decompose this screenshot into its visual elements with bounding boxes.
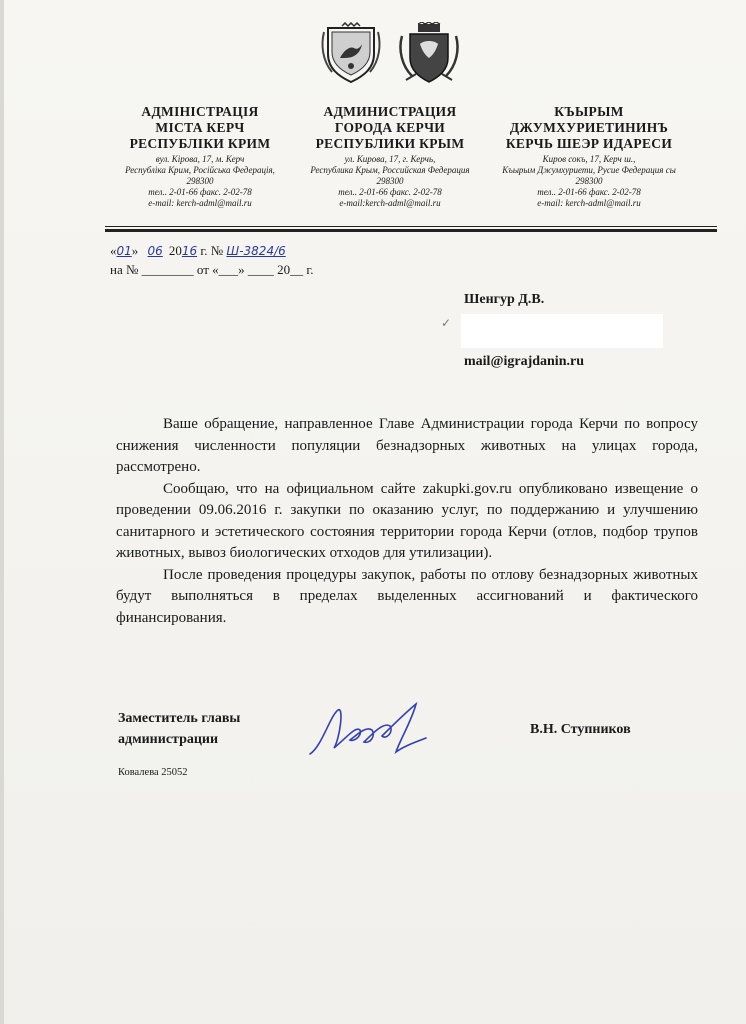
addressee-email: mail@igrajdanin.ru (464, 354, 584, 369)
ref-year-prefix: 20 (168, 243, 182, 258)
ref-open-quote: « (110, 243, 117, 258)
addressee-name: Шенгур Д.В. (464, 292, 545, 307)
signatory-title-line-1: Заместитель главы (118, 711, 241, 726)
ref-year-suffix: 16 (181, 244, 198, 258)
header-ct-title-line-3: КЕРЧЬ ШЕЭР ИДАРЕСИ (505, 136, 673, 151)
kerch-city-coat-of-arms-icon (396, 22, 462, 86)
header-ct-address-2: Къырым Джумхуриети, Русие Федерация сы (502, 165, 676, 175)
ref-month: 06 (147, 244, 163, 258)
body-paragraph-3: После проведения процедуры закупок, работы по отлову безнадзорных животных будут выполняться в пределах выделенных ассигнований и фактического финансирования. (116, 566, 698, 626)
header-ct-address-3: 298300 (575, 176, 603, 186)
header-ct-phone: тел.. 2-01-66 факс. 2-02-78 (537, 187, 641, 197)
page-edge-shadow (0, 0, 4, 1024)
header-ua-title-line-2: МІСТА КЕРЧ (155, 120, 245, 135)
ref-day: 01 (116, 244, 132, 258)
header-ua-email: e-mail: kerch-adml@mail.ru (148, 198, 252, 208)
signatory-title (118, 708, 240, 750)
header-ru-address-3: 298300 (376, 176, 404, 186)
header-ct-email: e-mail: kerch-adml@mail.ru (537, 198, 641, 208)
header-ukrainian (100, 104, 300, 209)
redacted-block (461, 314, 663, 348)
header-crimean-tatar (484, 104, 694, 209)
header-ua-phone: тел.. 2-01-66 факс. 2-02-78 (148, 187, 252, 197)
header-ru-phone: тел.. 2-01-66 факс. 2-02-78 (338, 187, 442, 197)
handwritten-signature (304, 696, 444, 766)
check-mark-icon: ✓ (441, 316, 452, 330)
signatory-title-line-2: администрации (118, 732, 219, 747)
body-paragraph-1: Ваше обращение, направленное Главе Администрации города Керчи по вопросу снижения численности популяции безнадзорных животных на улицах города, рассмотрено. (116, 416, 698, 475)
ref-mid-quote: » (131, 243, 139, 258)
header-russian (290, 104, 490, 209)
header-divider-thin (105, 226, 717, 227)
crimea-coat-of-arms-icon (320, 22, 382, 84)
ref-number: Ш-3824/6 (226, 244, 286, 258)
ref-number-label: г. № (200, 243, 224, 258)
header-ua-address-2: Республіка Крим, Російська Федерація, (125, 165, 275, 175)
executor-note: Ковалева 25052 (118, 767, 188, 778)
header-ua-title-line-1: АДМІНІСТРАЦІЯ (141, 104, 259, 119)
header-ru-address-2: Республика Крым, Российская Федерация (310, 165, 470, 175)
incoming-reference: на № ________ от «___» ____ 20__ г. (110, 262, 314, 277)
letter-body (116, 414, 698, 629)
header-ru-title-line-2: ГОРОДА КЕРЧИ (334, 120, 446, 135)
header-ct-title-line-2: ДЖУМХУРИЕТИНИНЪ (509, 120, 669, 135)
header-ua-address-1: вул. Кірова, 17, м. Керч (155, 154, 245, 164)
header-ru-title-line-1: АДМИНИСТРАЦИЯ (323, 104, 457, 119)
outgoing-reference (110, 243, 286, 259)
body-paragraph-2: Сообщаю, что на официальном сайте zakupki.gov.ru опубликовано извещение о проведении 09.06.2016 г. закупки по оказанию услуг, по поддержанию и улучшению санитарного и эстетического состояния территории города Керчи (отлов, подбор трупов животных, вывоз биологических отходов для утилизации). (116, 480, 698, 561)
header-ua-address-3: 298300 (186, 176, 214, 186)
header-ru-email: e-mail:kerch-adml@mail.ru (339, 198, 441, 208)
header-ru-title-line-3: РЕСПУБЛИКИ КРЫМ (315, 136, 465, 151)
header-ru-address-1: ул. Кирова, 17, г. Керчь, (344, 154, 436, 164)
header-ct-title-line-1: КЪЫРЫМ (554, 104, 624, 119)
header-ct-address-1: Киров сокъ, 17, Керч ш., (542, 154, 636, 164)
header-ua-title-line-3: РЕСПУБЛІКИ КРИМ (129, 136, 271, 151)
signatory-name: В.Н. Ступников (530, 722, 631, 737)
header-divider-thick (105, 229, 717, 232)
